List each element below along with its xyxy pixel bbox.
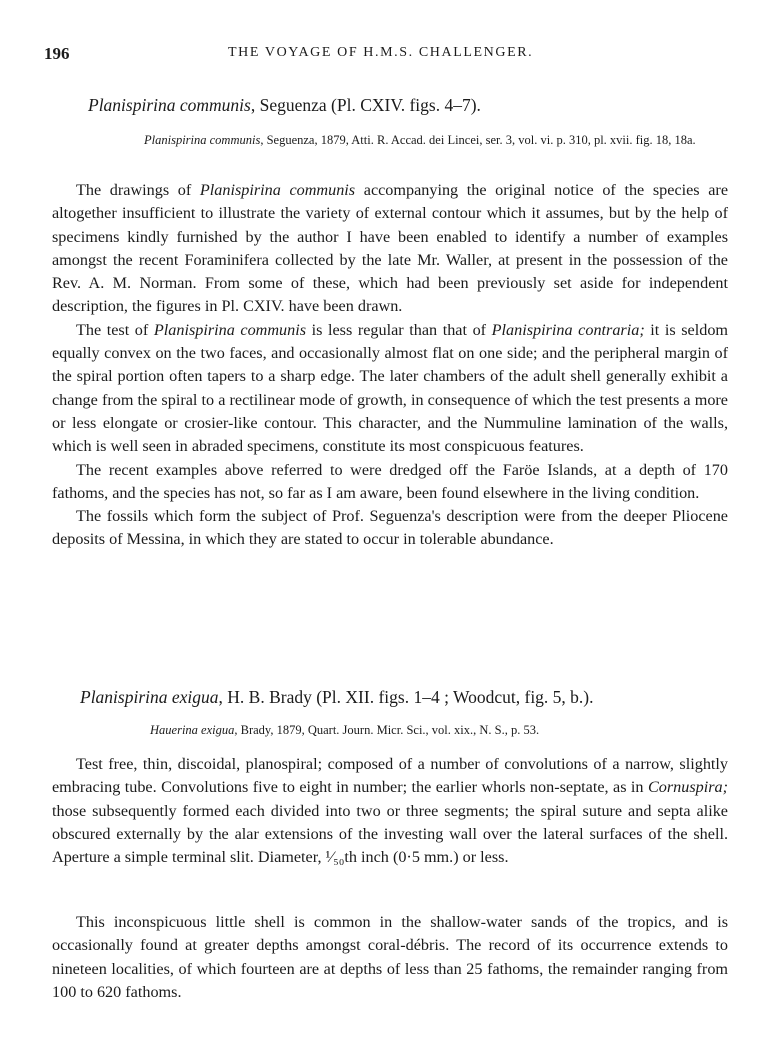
paragraph: Test free, thin, discoidal, planospiral; composed of a number of convolutions of a narrow, slightly embracing tube. Convolutions five to eight in number; the earlier whorls non-septate, as in Cornuspira; those subsequently formed each divided into two or three segments; the spiral suture and septa alike obscured externally by the alar extensions of the investing wall over the lateral surfaces of the shell. Aperture a simple terminal slit. Diameter, ¹⁄₅₀th inch (0·5 mm.) or less.	[52, 755, 728, 867]
species-heading-exigua	[80, 687, 594, 708]
reference-name: Planispirina communis	[144, 133, 261, 147]
entry-body-communis	[52, 179, 728, 552]
species-citation: , Seguenza (Pl. CXIV. figs. 4–7).	[250, 95, 481, 115]
synonymy-reference	[144, 131, 728, 149]
reference-text: , Brady, 1879, Quart. Journ. Micr. Sci., vol. xix., N. S., p. 53.	[234, 723, 540, 737]
species-heading-communis	[88, 95, 481, 116]
species-citation: , H. B. Brady (Pl. XII. figs. 1–4 ; Woodcut, fig. 5, b.).	[218, 687, 594, 707]
paragraph: The fossils which form the subject of Prof. Seguenza's description were from the deeper Pliocene deposits of Messina, in which they are stated to occur in tolerable abundance.	[52, 507, 728, 549]
entry-remarks-exigua	[52, 911, 728, 1004]
paragraph: The recent examples above referred to were dredged off the Faröe Islands, at a depth of 170 fathoms, and the species has not, so far as I am aware, been found elsewhere in the living condition.	[52, 460, 728, 502]
paragraph: This inconspicuous little shell is common in the shallow-water sands of the tropics, and is occasionally found at greater depths amongst coral-débris. The record of its occurrence extends to nineteen localities, of which fourteen are at depths of less than 25 fathoms, the remainder ranging from 100 to 620 fathoms.	[52, 913, 728, 1001]
reference-text: , Seguenza, 1879, Atti. R. Accad. dei Lincei, ser. 3, vol. vi. p. 310, pl. xvii. fig. 18, 18a.	[260, 133, 696, 147]
page-number: 196	[44, 44, 70, 63]
paragraph: The test of Planispirina communis is less regular than that of Planispirina contraria; it is seldom equally convex on the two faces, and occasionally almost flat on one side; and the peripheral margin of the spiral portion often tapers to a sharp edge. The later chambers of the adult shell generally exhibit a change from the spiral to a rectilinear mode of growth, in consequence of which the test presents a more or less elongate or crosier-like contour. This character, and the Nummuline lamination of the walls, which is well seen in abraded specimens, constitute its most conspicuous features.	[52, 320, 729, 456]
reference-name: Hauerina exigua	[150, 723, 235, 737]
entry-description-exigua	[52, 753, 728, 869]
running-title: THE VOYAGE OF H.M.S. CHALLENGER.	[228, 45, 534, 60]
page-header	[44, 44, 734, 66]
synonymy-reference	[150, 721, 728, 739]
paragraph: The drawings of Planispirina communis accompanying the original notice of the species are altogether insufficient to illustrate the variety of external contour which it assumes, but by the help of specimens kindly furnished by the author I have been enabled to identify a number of examples amongst the recent Foraminifera collected by the late Mr. Waller, at present in the possession of the Rev. A. M. Norman. From some of these, which had been previously set aside for independent description, the figures in Pl. CXIV. have been drawn.	[52, 181, 728, 316]
species-name: Planispirina communis	[88, 95, 251, 115]
species-name: Planispirina exigua	[80, 687, 219, 707]
